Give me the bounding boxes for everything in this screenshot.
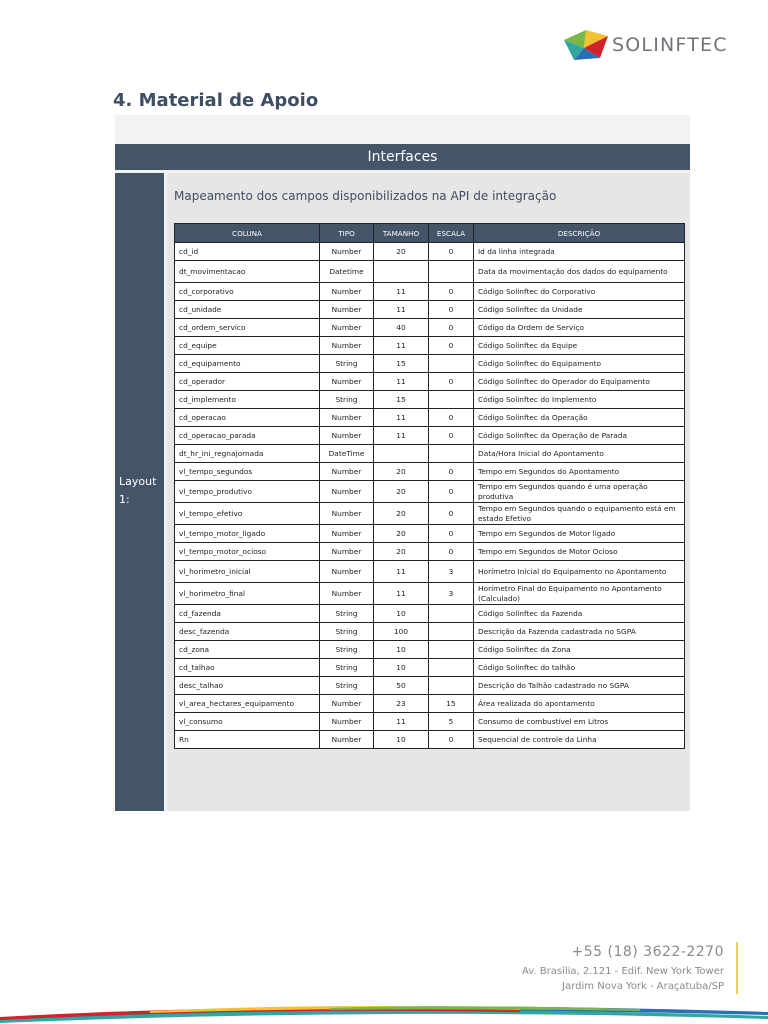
cell-escala: 0 xyxy=(429,283,474,301)
cell-tamanho: 20 xyxy=(374,463,429,481)
cell-tamanho: 15 xyxy=(374,355,429,373)
cell-tamanho: 20 xyxy=(374,481,429,503)
cell-escala: 0 xyxy=(429,319,474,337)
cell-descricao: Tempo em Segundos quando é uma operação produtiva xyxy=(474,481,685,503)
cell-escala xyxy=(429,641,474,659)
cell-tamanho: 11 xyxy=(374,561,429,583)
cell-coluna: cd_implemento xyxy=(175,391,320,409)
panel-header: Interfaces xyxy=(115,144,690,170)
cell-escala xyxy=(429,677,474,695)
cell-tipo: Number xyxy=(320,337,374,355)
table-row xyxy=(175,695,685,713)
cell-escala: 0 xyxy=(429,543,474,561)
cell-coluna: cd_corporativo xyxy=(175,283,320,301)
cell-tamanho: 11 xyxy=(374,373,429,391)
cell-tipo: String xyxy=(320,641,374,659)
cell-escala: 0 xyxy=(429,243,474,261)
table-row xyxy=(175,731,685,749)
cell-tamanho: 15 xyxy=(374,391,429,409)
table-row xyxy=(175,463,685,481)
cell-tipo: Number xyxy=(320,301,374,319)
cell-coluna: vl_tempo_produtivo xyxy=(175,481,320,503)
cell-tipo: Number xyxy=(320,731,374,749)
cell-tipo: String xyxy=(320,677,374,695)
cell-tipo: DateTime xyxy=(320,445,374,463)
table-row xyxy=(175,583,685,605)
table-header-row xyxy=(175,224,685,243)
cell-descricao: Código da Ordem de Serviço xyxy=(474,319,685,337)
cell-coluna: cd_fazenda xyxy=(175,605,320,623)
table-row xyxy=(175,561,685,583)
cell-tamanho xyxy=(374,261,429,283)
cell-coluna: cd_zona xyxy=(175,641,320,659)
cell-coluna: vl_tempo_motor_ligado xyxy=(175,525,320,543)
cell-coluna: dt_hr_ini_regnajornada xyxy=(175,445,320,463)
table-row xyxy=(175,659,685,677)
cell-descricao: Tempo em Segundos de Motor ligado xyxy=(474,525,685,543)
cell-descricao: Código Solinftec da Operação xyxy=(474,409,685,427)
cell-tamanho: 20 xyxy=(374,243,429,261)
cell-descricao: Código Solinftec da Zona xyxy=(474,641,685,659)
cell-escala xyxy=(429,445,474,463)
footer-contact xyxy=(522,944,724,994)
cell-tipo: Number xyxy=(320,503,374,525)
cell-tipo: String xyxy=(320,355,374,373)
cell-coluna: vl_tempo_motor_ocioso xyxy=(175,543,320,561)
cell-tipo: Datetime xyxy=(320,261,374,283)
cell-tamanho: 10 xyxy=(374,731,429,749)
cell-tipo: Number xyxy=(320,695,374,713)
cell-tamanho xyxy=(374,445,429,463)
cell-coluna: vl_consumo xyxy=(175,713,320,731)
cell-tipo: String xyxy=(320,623,374,641)
table-row xyxy=(175,409,685,427)
panel-subtitle: Mapeamento dos campos disponibilizados na API de integração xyxy=(174,189,557,203)
fields-table xyxy=(174,223,685,749)
cell-coluna: desc_fazenda xyxy=(175,623,320,641)
table-row xyxy=(175,391,685,409)
cell-tipo: Number xyxy=(320,713,374,731)
cell-escala: 0 xyxy=(429,731,474,749)
cell-tamanho: 11 xyxy=(374,409,429,427)
cell-escala: 0 xyxy=(429,503,474,525)
cell-descricao: Id da linha integrada xyxy=(474,243,685,261)
cell-tamanho: 40 xyxy=(374,319,429,337)
panel-content xyxy=(167,173,690,811)
table-row xyxy=(175,623,685,641)
cell-descricao: Código Solinftec do Corporativo xyxy=(474,283,685,301)
footer-accent-bar xyxy=(736,942,738,994)
table-row xyxy=(175,243,685,261)
cell-escala: 0 xyxy=(429,409,474,427)
cell-tipo: Number xyxy=(320,319,374,337)
cell-tamanho: 11 xyxy=(374,283,429,301)
cell-tipo: Number xyxy=(320,283,374,301)
solinftec-logo xyxy=(564,26,744,66)
cell-escala: 3 xyxy=(429,583,474,605)
layout-label: Layout 1: xyxy=(119,475,157,506)
cell-tipo: Number xyxy=(320,525,374,543)
cell-coluna: cd_ordem_servico xyxy=(175,319,320,337)
cell-escala: 5 xyxy=(429,713,474,731)
cell-descricao: Consumo de combustível em Litros xyxy=(474,713,685,731)
footer-address-line2: Jardim Nova York - Araçatuba/SP xyxy=(562,981,724,992)
cell-escala xyxy=(429,391,474,409)
cell-descricao: Tempo em Segundos de Motor Ocioso xyxy=(474,543,685,561)
column-header-coluna: COLUNA xyxy=(175,224,320,243)
cell-descricao: Descrição do Talhão cadastrado no SGPA xyxy=(474,677,685,695)
cell-escala: 0 xyxy=(429,373,474,391)
table-row xyxy=(175,445,685,463)
table-row xyxy=(175,355,685,373)
cell-tamanho: 20 xyxy=(374,543,429,561)
cell-tamanho: 10 xyxy=(374,659,429,677)
cell-escala: 0 xyxy=(429,337,474,355)
table-row xyxy=(175,713,685,731)
table-row xyxy=(175,261,685,283)
cell-escala: 0 xyxy=(429,481,474,503)
cell-tamanho: 23 xyxy=(374,695,429,713)
cell-descricao: Tempo em Segundos quando o equipamento está em estado Efetivo xyxy=(474,503,685,525)
cell-coluna: vl_horimetro_inicial xyxy=(175,561,320,583)
solinftec-logo-mark-icon xyxy=(564,26,610,66)
cell-tamanho: 100 xyxy=(374,623,429,641)
column-header-descricao: DESCRIÇÃO xyxy=(474,224,685,243)
cell-tipo: Number xyxy=(320,427,374,445)
cell-escala: 3 xyxy=(429,561,474,583)
cell-tipo: String xyxy=(320,605,374,623)
table-row xyxy=(175,301,685,319)
table-row xyxy=(175,543,685,561)
cell-descricao: Código Solinftec do Implemento xyxy=(474,391,685,409)
cell-tipo: Number xyxy=(320,463,374,481)
footer-phone: +55 (18) 3622-2270 xyxy=(571,944,724,960)
cell-descricao: Código Solinftec do Operador do Equipamento xyxy=(474,373,685,391)
column-header-tipo: TIPO xyxy=(320,224,374,243)
cell-tipo: Number xyxy=(320,373,374,391)
cell-descricao: Código Solinftec da Equipe xyxy=(474,337,685,355)
cell-coluna: vl_area_hectares_equipamento xyxy=(175,695,320,713)
cell-tamanho: 50 xyxy=(374,677,429,695)
table-row xyxy=(175,337,685,355)
table-row xyxy=(175,283,685,301)
cell-descricao: Código Solinftec da Fazenda xyxy=(474,605,685,623)
cell-coluna: dt_movimentacao xyxy=(175,261,320,283)
layout-side-bar xyxy=(115,173,164,811)
table-row xyxy=(175,503,685,525)
cell-coluna: cd_operador xyxy=(175,373,320,391)
cell-descricao: Código Solinftec da Unidade xyxy=(474,301,685,319)
cell-tamanho: 20 xyxy=(374,525,429,543)
cell-descricao: Código Solinftec do talhão xyxy=(474,659,685,677)
cell-tipo: Number xyxy=(320,409,374,427)
cell-descricao: Data da movimentação dos dados do equipamento xyxy=(474,261,685,283)
cell-tipo: Number xyxy=(320,543,374,561)
footer-color-stripe xyxy=(0,998,768,1024)
table-row xyxy=(175,677,685,695)
table-row xyxy=(175,427,685,445)
column-header-tamanho: TAMANHO xyxy=(374,224,429,243)
cell-tamanho: 11 xyxy=(374,583,429,605)
cell-tipo: Number xyxy=(320,583,374,605)
cell-escala xyxy=(429,355,474,373)
cell-descricao: Horímetro Inicial do Equipamento no Apontamento xyxy=(474,561,685,583)
cell-tamanho: 11 xyxy=(374,301,429,319)
cell-tipo: Number xyxy=(320,481,374,503)
cell-escala: 0 xyxy=(429,525,474,543)
table-row xyxy=(175,605,685,623)
cell-tamanho: 11 xyxy=(374,427,429,445)
cell-coluna: vl_tempo_segundos xyxy=(175,463,320,481)
cell-descricao: Código Solinftec da Operação de Parada xyxy=(474,427,685,445)
cell-tamanho: 10 xyxy=(374,641,429,659)
cell-descricao: Data/Hora Inicial do Apontamento xyxy=(474,445,685,463)
cell-escala: 0 xyxy=(429,301,474,319)
cell-descricao: Código Solinftec do Equipamento xyxy=(474,355,685,373)
cell-descricao: Área realizada do apontamento xyxy=(474,695,685,713)
cell-coluna: Rn xyxy=(175,731,320,749)
cell-tipo: Number xyxy=(320,243,374,261)
cell-tipo: Number xyxy=(320,561,374,583)
cell-coluna: vl_tempo_efetivo xyxy=(175,503,320,525)
table-row xyxy=(175,641,685,659)
cell-coluna: cd_operacao xyxy=(175,409,320,427)
cell-coluna: cd_id xyxy=(175,243,320,261)
cell-coluna: cd_unidade xyxy=(175,301,320,319)
column-header-escala: ESCALA xyxy=(429,224,474,243)
cell-escala xyxy=(429,605,474,623)
cell-tamanho: 20 xyxy=(374,503,429,525)
section-title: 4. Material de Apoio xyxy=(113,90,319,111)
cell-descricao: Sequencial de controle da Linha xyxy=(474,731,685,749)
cell-escala xyxy=(429,261,474,283)
cell-descricao: Horímetro Final do Equipamento no Apontamento (Calculado) xyxy=(474,583,685,605)
brand-name: SOLINFTEC xyxy=(612,34,728,56)
cell-descricao: Tempo em Segundos do Apontamento xyxy=(474,463,685,481)
table-row xyxy=(175,481,685,503)
table-row xyxy=(175,373,685,391)
table-row xyxy=(175,319,685,337)
cell-coluna: cd_talhao xyxy=(175,659,320,677)
cell-tipo: String xyxy=(320,391,374,409)
table-row xyxy=(175,525,685,543)
cell-escala: 0 xyxy=(429,427,474,445)
cell-coluna: desc_talhao xyxy=(175,677,320,695)
cell-tipo: String xyxy=(320,659,374,677)
footer-address-line1: Av. Brasília, 2.121 - Edif. New York Tower xyxy=(521,966,724,977)
cell-escala: 15 xyxy=(429,695,474,713)
cell-coluna: vl_horimetro_final xyxy=(175,583,320,605)
cell-escala xyxy=(429,659,474,677)
cell-coluna: cd_operacao_parada xyxy=(175,427,320,445)
cell-tamanho: 11 xyxy=(374,713,429,731)
cell-coluna: cd_equipamento xyxy=(175,355,320,373)
cell-descricao: Descrição da Fazenda cadastrada no SGPA xyxy=(474,623,685,641)
cell-escala: 0 xyxy=(429,463,474,481)
cell-tamanho: 11 xyxy=(374,337,429,355)
cell-tamanho: 10 xyxy=(374,605,429,623)
cell-escala xyxy=(429,623,474,641)
cell-coluna: cd_equipe xyxy=(175,337,320,355)
